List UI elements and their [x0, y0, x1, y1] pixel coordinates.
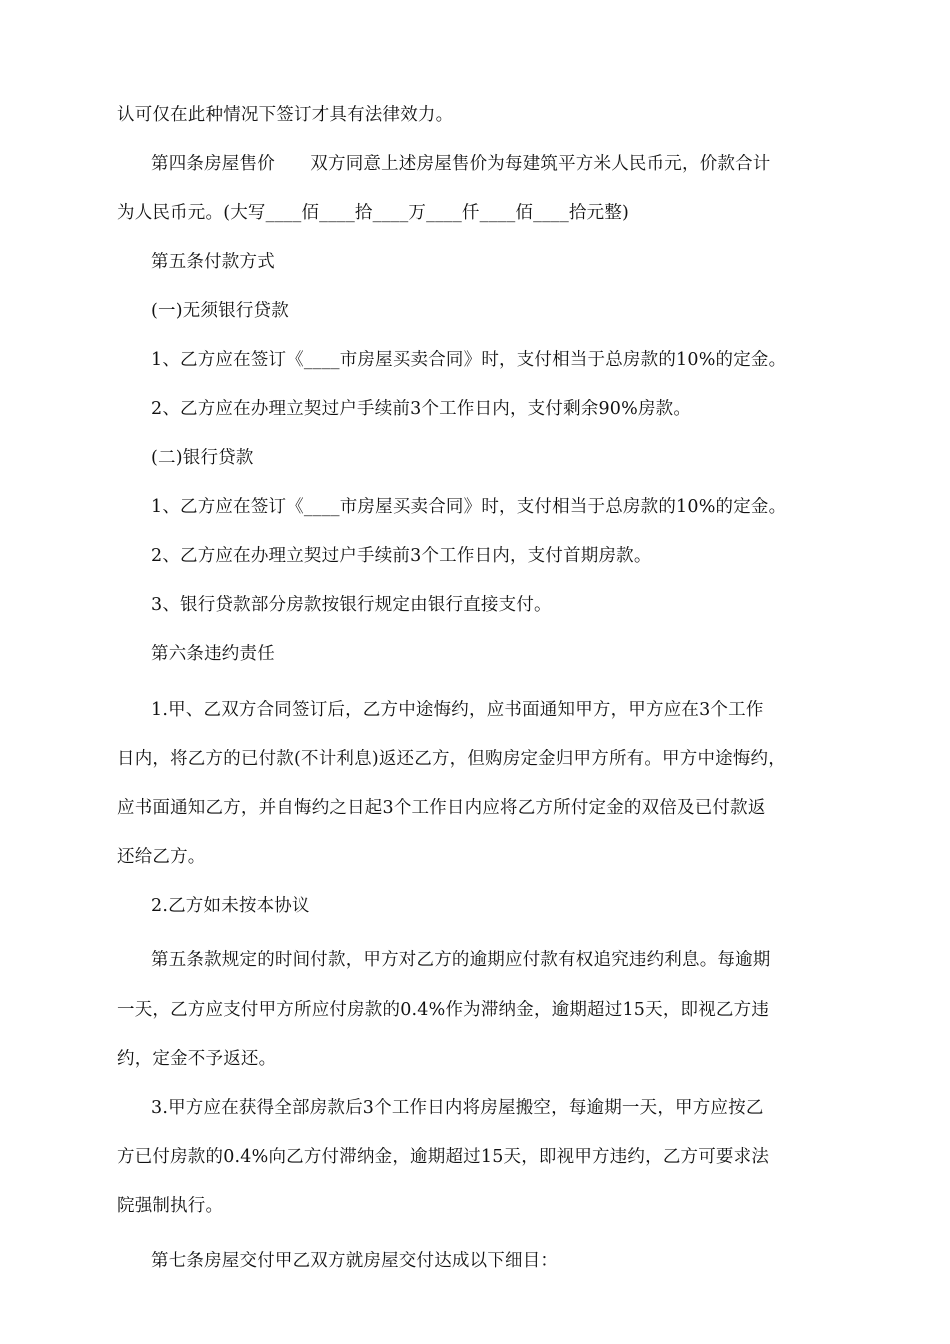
article-4-heading: 第四条房屋售价 双方同意上述房屋售价为每建筑平方米人民币元，价款合计 — [151, 154, 771, 174]
article-5-heading: 第五条付款方式 — [151, 252, 275, 272]
paragraph-line: 1、乙方应在签订《____市房屋买卖合同》时，支付相当于总房款的10%的定金。 — [151, 497, 787, 517]
paragraph-line: 为人民币元。(大写____佰____拾____万____仟____佰____拾元整) — [117, 203, 630, 223]
paragraph-line: 1、乙方应在签订《____市房屋买卖合同》时，支付相当于总房款的10%的定金。 — [151, 350, 787, 370]
paragraph-line: 3.甲方应在获得全部房款后3个工作日内将房屋搬空，每逾期一天，甲方应按乙 — [151, 1098, 764, 1118]
paragraph-line: 第五条款规定的时间付款，甲方对乙方的逾期应付款有权追究违约利息。每逾期 — [151, 950, 771, 970]
paragraph-line: 2、乙方应在办理立契过户手续前3个工作日内，支付首期房款。 — [151, 546, 652, 566]
paragraph-line: 2、乙方应在办理立契过户手续前3个工作日内，支付剩余90%房款。 — [151, 399, 692, 419]
paragraph-line: 1.甲、乙双方合同签订后，乙方中途悔约，应书面通知甲方，甲方应在3个工作 — [151, 700, 764, 720]
paragraph-line: 还给乙方。 — [117, 847, 206, 867]
paragraph-line: 日内，将乙方的已付款(不计利息)返还乙方，但购房定金归甲方所有。甲方中途悔约， — [117, 749, 786, 769]
paragraph-line: 3、银行贷款部分房款按银行规定由银行直接支付。 — [151, 595, 552, 615]
paragraph-line: 一天，乙方应支付甲方所应付房款的0.4%作为滞纳金，逾期超过15天，即视乙方违 — [117, 1000, 770, 1020]
article-6-heading: 第六条违约责任 — [151, 644, 275, 664]
paragraph-line: 方已付房款的0.4%向乙方付滞纳金，逾期超过15天，即视甲方违约，乙方可要求法 — [117, 1147, 770, 1167]
article-7-heading: 第七条房屋交付甲乙双方就房屋交付达成以下细目： — [151, 1251, 559, 1271]
paragraph-line: 应书面通知乙方，并自悔约之日起3个工作日内应将乙方所付定金的双倍及已付款返 — [117, 798, 766, 818]
paragraph-line: 2.乙方如未按本协议 — [151, 896, 310, 916]
subsection-heading: (一)无须银行贷款 — [151, 301, 289, 321]
paragraph-line: 认可仅在此种情况下签订才具有法律效力。 — [117, 105, 454, 125]
paragraph-line: 院强制执行。 — [117, 1196, 224, 1216]
paragraph-line: 约，定金不予返还。 — [117, 1049, 277, 1069]
subsection-heading: (二)银行贷款 — [151, 448, 254, 468]
